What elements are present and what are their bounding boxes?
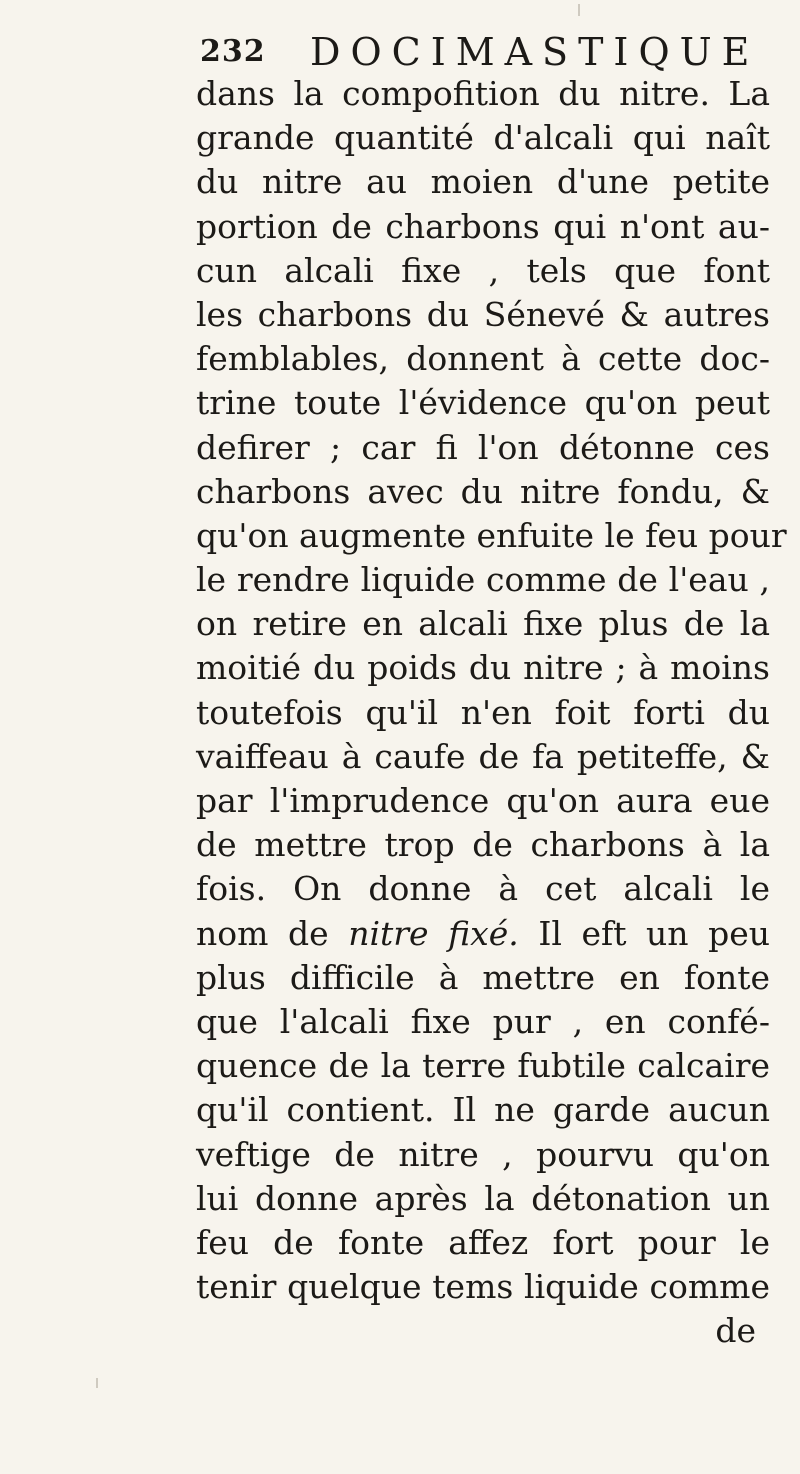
text-line-with-term bbox=[196, 912, 770, 956]
text-line: tenir quelque tems liquide comme bbox=[196, 1267, 770, 1307]
text-line: les charbons du Sénevé & autres bbox=[196, 294, 770, 334]
text-line: par l'imprudence qu'on aura eue bbox=[196, 781, 770, 820]
text-line: trine toute l'évidence qu'on peut bbox=[196, 383, 770, 423]
text-line: grande quantité d'alcali qui naît bbox=[196, 118, 770, 158]
text-line: le rendre liquide comme de l'eau , bbox=[196, 560, 770, 600]
text-line: qu'il contient. Il ne garde aucun bbox=[196, 1090, 770, 1130]
text-line: charbons avec du nitre fondu, & bbox=[196, 471, 770, 511]
text-line: feu de fonte affez fort pour le bbox=[196, 1222, 770, 1262]
text-line: fois. On donne à cet alcali le bbox=[196, 869, 770, 909]
text-fragment: Il eft un peu bbox=[518, 913, 771, 953]
italic-term: nitre fixé. bbox=[348, 913, 519, 953]
text-line: cun alcali fixe , tels que font bbox=[196, 250, 770, 290]
body-text bbox=[196, 72, 787, 1353]
page-number: 232 bbox=[200, 34, 266, 69]
text-line: portion de charbons qui n'ont au- bbox=[196, 206, 770, 246]
catchword: de bbox=[715, 1311, 756, 1351]
paper-speck bbox=[578, 4, 580, 16]
text-line: vaiffeau à caufe de fa petiteffe, & bbox=[196, 736, 770, 776]
paper-speck bbox=[96, 1378, 98, 1388]
text-line: toutefois qu'il n'en foit forti du bbox=[196, 692, 770, 732]
text-fragment: nom de bbox=[196, 913, 349, 953]
text-line: veftige de nitre , pourvu qu'on bbox=[196, 1134, 770, 1174]
text-line: lui donne après la détonation un bbox=[196, 1178, 770, 1218]
text-line: femblables, donnent à cette doc- bbox=[196, 339, 770, 379]
text-line: quence de la terre fubtile calcaire bbox=[196, 1046, 770, 1086]
text-line: du nitre au moien d'une petite bbox=[196, 162, 770, 202]
running-head: DOCIMASTIQUE bbox=[310, 30, 760, 74]
text-line: on retire en alcali fixe plus de la bbox=[196, 604, 770, 644]
text-line: dans la compofition du nitre. La bbox=[196, 74, 770, 113]
text-line: de mettre trop de charbons à la bbox=[196, 825, 770, 865]
text-line: que l'alcali fixe pur , en confé- bbox=[196, 1001, 770, 1041]
text-line: plus difficile à mettre en fonte bbox=[196, 957, 770, 997]
text-line: defirer ; car fi l'on détonne ces bbox=[196, 427, 770, 467]
text-line: moitié du poids du nitre ; à moins bbox=[196, 648, 770, 688]
text-line: qu'on augmente enfuite le feu pour bbox=[196, 515, 787, 555]
